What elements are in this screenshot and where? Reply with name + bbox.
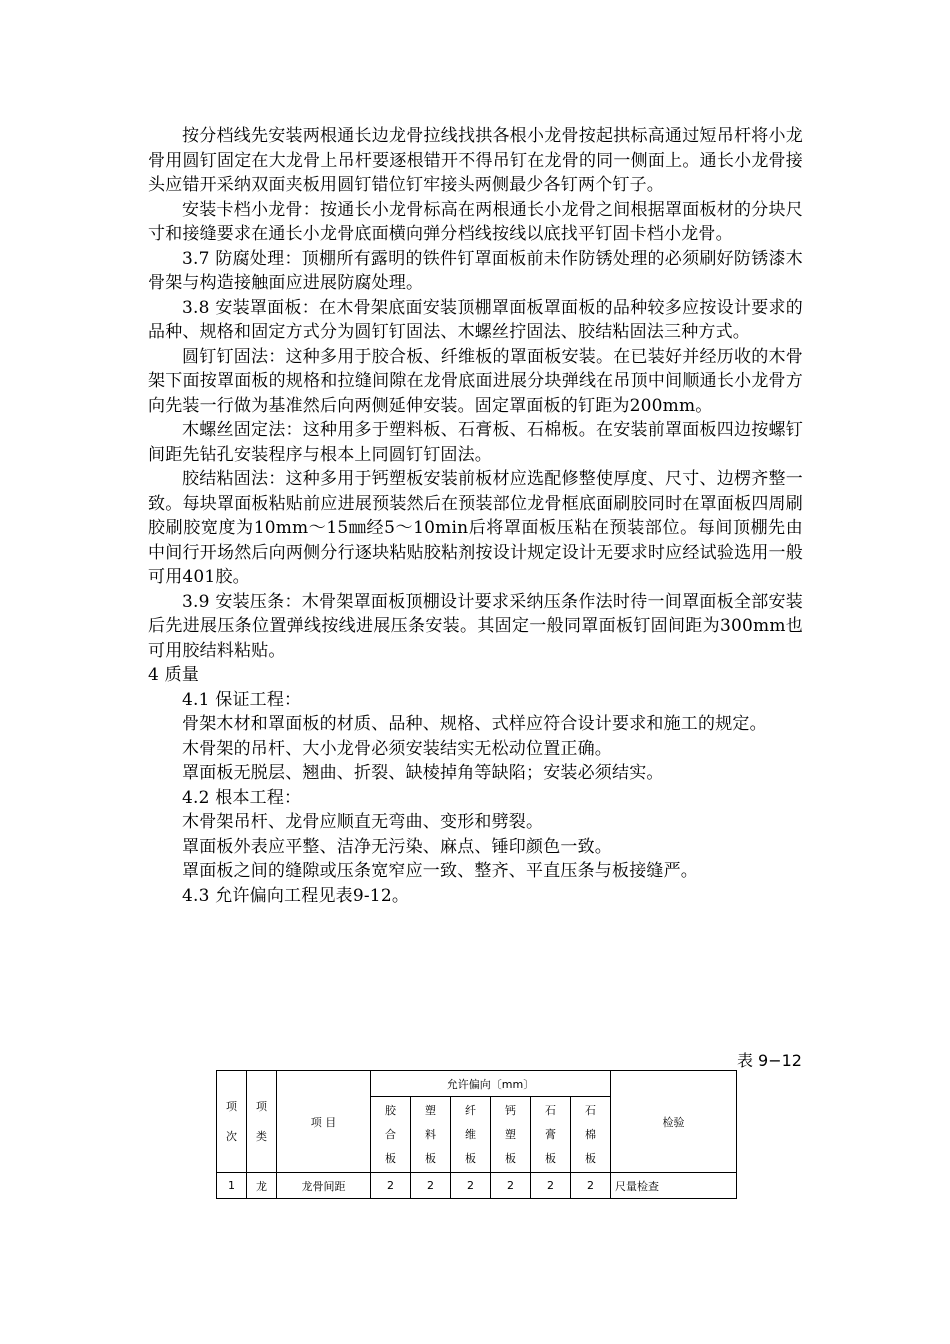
header-material <box>571 1097 611 1173</box>
cell-value: 2 <box>571 1173 611 1199</box>
header-index <box>217 1071 247 1173</box>
paragraph: 胶结粘固法：这种多用于钙塑板安装前板材应选配修整使厚度、尺寸、边楞齐整一致。每块罩面板粘贴前应进展预装然后在预装部位龙骨框底面刷胶同时在罩面板四周刷胶刷胶宽度为10mm～15㎜经5～10min后将罩面板压粘在预装部位。每间顶棚先由中间行开场然后向两侧分行逐块粘贴胶粘剂按设计规定设计无要求时应经试验选用一般可用401胶。 <box>148 469 803 587</box>
body-text <box>148 124 803 908</box>
header-type <box>247 1071 277 1173</box>
paragraph: 4.3 允许偏向工程见表9-12。 <box>182 885 410 906</box>
paragraph: 按分档线先安装两根通长边龙骨拉线找拱各根小龙骨按起拱标高通过短吊杆将小龙骨用圆钉固定在大龙骨上吊杆要逐根错开不得吊钉在龙骨的同一侧面上。通长小龙骨接头应错开采纳双面夹板用圆钉错位钉牢接头两侧最少各钉两个钉子。 <box>148 126 803 195</box>
paragraph: 木骨架吊杆、龙骨应顺直无弯曲、变形和劈裂。 <box>182 812 544 832</box>
paragraph: 3.8 安装罩面板：在木骨架底面安装顶棚罩面板罩面板的品种较多应按设计要求的品种、规格和固定方式分为圆钉钉固法、木螺丝拧固法、胶结粘固法三种方式。 <box>148 297 803 342</box>
paragraph: 罩面板之间的缝隙或压条宽窄应一致、整齐、平直压条与板接缝严。 <box>182 861 698 881</box>
paragraph: 3.9 安装压条：木骨架罩面板顶棚设计要求采纳压条作法时待一间罩面板全部安装后先进展压条位置弹线按线进展压条安装。其固定一般同罩面板钉固间距为300mm也可用胶结料粘贴。 <box>148 591 803 661</box>
header-type-text: 项 类 <box>256 1099 267 1143</box>
header-material-text: 胶 合 板 <box>385 1103 396 1165</box>
cell-index: 1 <box>217 1173 247 1199</box>
header-material <box>491 1097 531 1173</box>
section-heading: 4 质量 <box>148 665 200 685</box>
header-check: 检验 <box>611 1071 737 1173</box>
cell-check: 尺量检查 <box>611 1173 737 1199</box>
header-material-text: 纤 维 板 <box>465 1103 476 1165</box>
header-material <box>531 1097 571 1173</box>
header-material-text: 钙 塑 板 <box>505 1103 516 1165</box>
header-group: 允许偏向〔mm〕 <box>371 1071 611 1097</box>
paragraph: 罩面板外表应平整、洁净无污染、麻点、锤印颜色一致。 <box>182 836 612 857</box>
paragraph: 4.2 根本工程： <box>182 787 302 808</box>
paragraph: 安装卡档小龙骨：按通长小龙骨标高在两根通长小龙骨之间根据罩面板材的分块尺寸和接缝要求在通长小龙骨底面横向弹分档线按线以底找平钉固卡档小龙骨。 <box>148 199 803 244</box>
table-caption: 表 9−12 <box>736 1051 802 1070</box>
cell-type: 龙 <box>247 1173 277 1199</box>
cell-value: 2 <box>531 1173 571 1199</box>
header-material <box>451 1097 491 1173</box>
header-material <box>411 1097 451 1173</box>
cell-value: 2 <box>451 1173 491 1199</box>
paragraph: 骨架木材和罩面板的材质、品种、规格、式样应符合设计要求和施工的规定。 <box>182 714 767 734</box>
header-material <box>371 1097 411 1173</box>
cell-item: 龙骨间距 <box>277 1173 371 1199</box>
paragraph: 木螺丝固定法：这种用多于塑料板、石膏板、石棉板。在安装前罩面板四边按螺钉间距先钻孔安装程序与根本上同圆钉钉固法。 <box>148 420 803 465</box>
cell-value: 2 <box>411 1173 451 1199</box>
header-material-text: 塑 料 板 <box>425 1103 436 1165</box>
table-row <box>217 1173 737 1199</box>
cell-value: 2 <box>491 1173 531 1199</box>
paragraph: 4.1 保证工程： <box>182 689 302 710</box>
paragraph: 圆钉钉固法：这种多用于胶合板、纤维板的罩面板安装。在已装好并经历收的木骨架下面按罩面板的规格和拉缝间隙在龙骨底面进展分块弹线在吊顶中间顺通长小龙骨方向先装一行做为基准然后向两侧延伸安装。固定罩面板的钉距为200mm。 <box>148 346 803 416</box>
paragraph: 3.7 防腐处理：顶棚所有露明的铁件钉罩面板前未作防锈处理的必须刷好防锈漆木骨架与构造接触面应进展防腐处理。 <box>148 248 803 293</box>
paragraph: 罩面板无脱层、翘曲、折裂、缺棱掉角等缺陷；安装必须结实。 <box>182 763 664 783</box>
header-material-text: 石 棉 板 <box>585 1103 596 1165</box>
header-index-text: 项 次 <box>226 1099 237 1143</box>
deviation-table <box>216 1070 737 1199</box>
cell-value: 2 <box>371 1173 411 1199</box>
header-material-text: 石 膏 板 <box>545 1103 556 1165</box>
header-item: 项 目 <box>277 1071 371 1173</box>
paragraph: 木骨架的吊杆、大小龙骨必须安装结实无松动位置正确。 <box>182 738 612 759</box>
